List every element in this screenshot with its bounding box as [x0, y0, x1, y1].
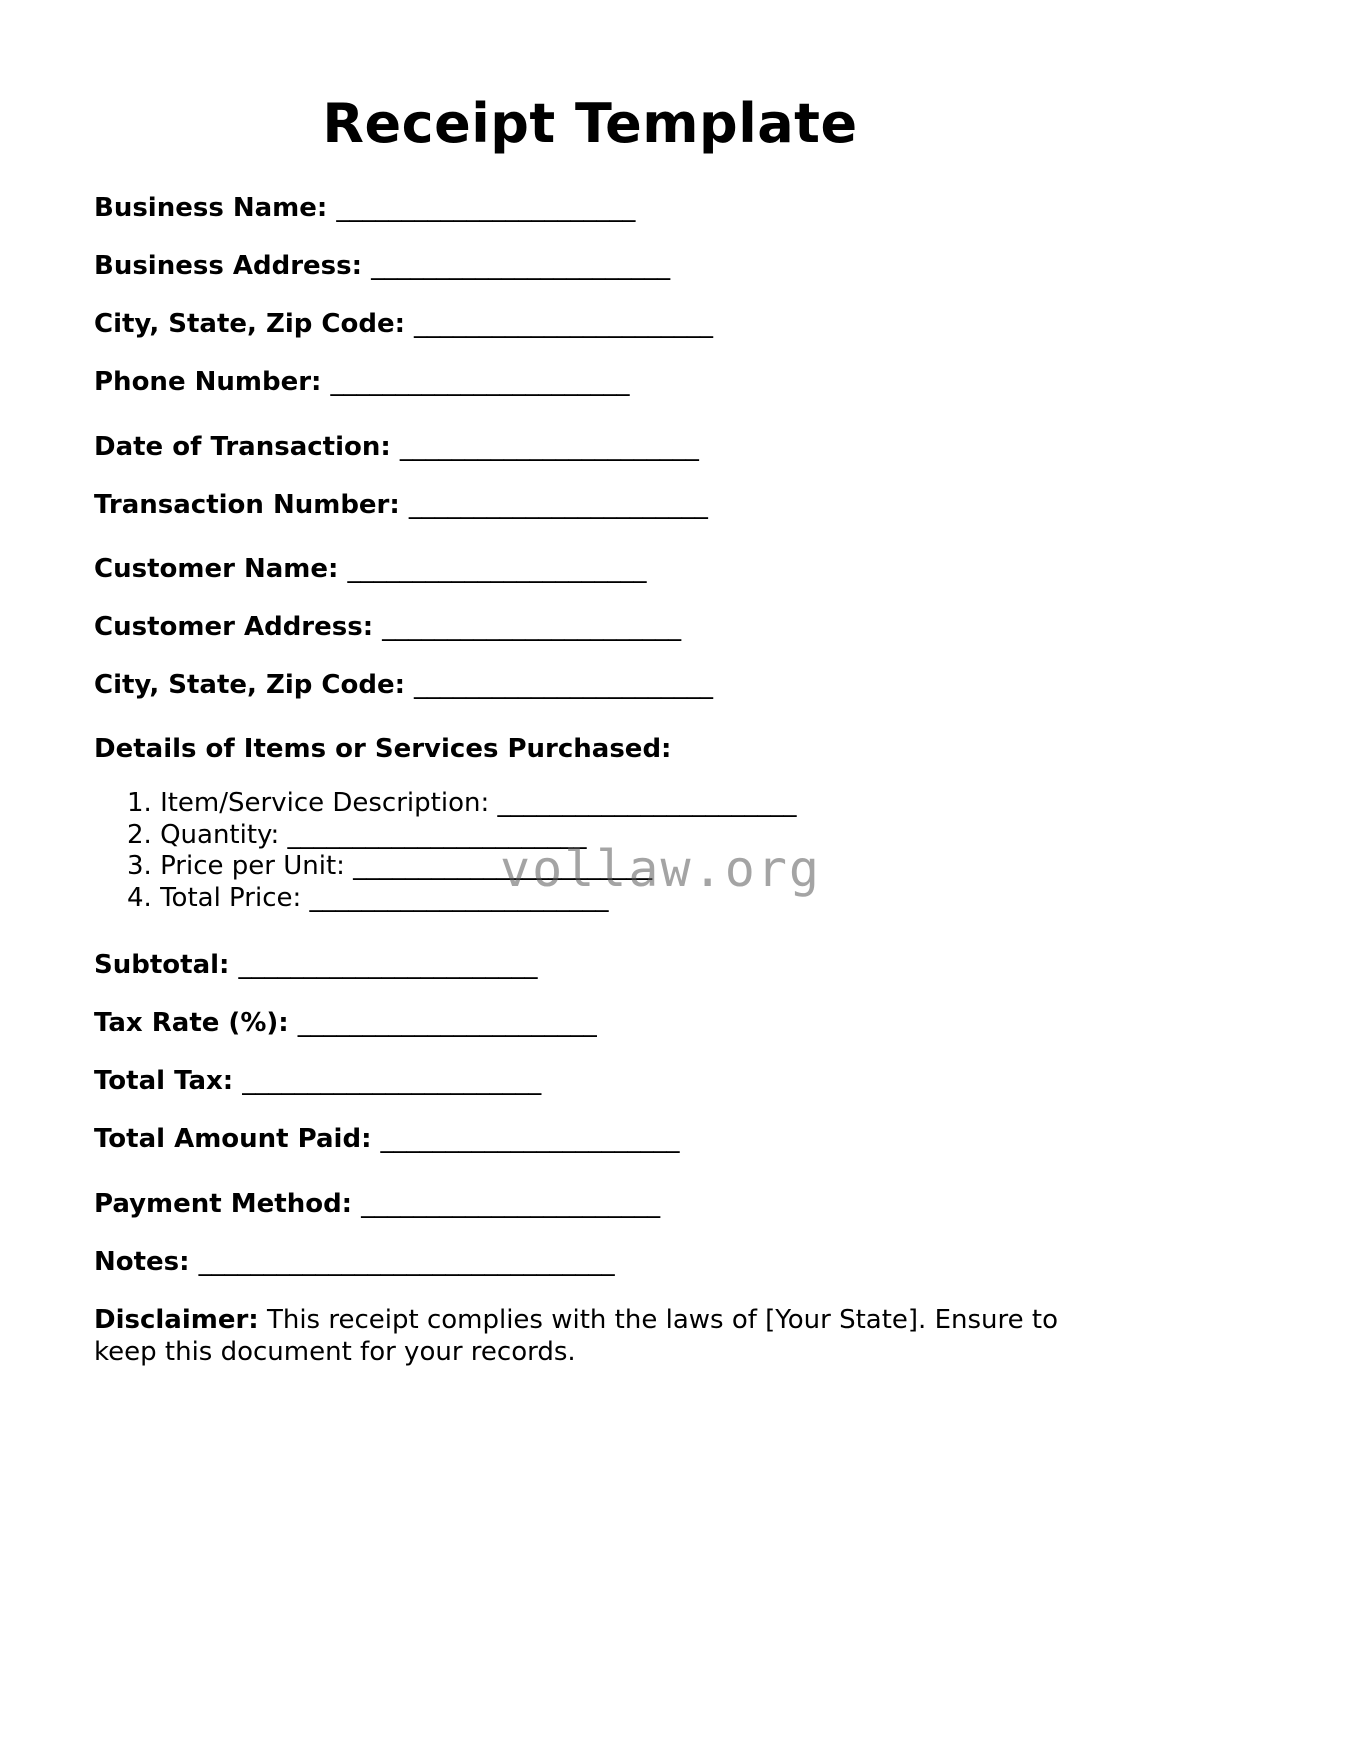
business-name-label: Business Name:	[94, 193, 328, 223]
customer-city-state-zip-label: City, State, Zip Code:	[94, 670, 405, 700]
tax-rate-label: Tax Rate (%):	[94, 1008, 289, 1038]
item-total-price-row[interactable]: 4. Total Price: _______________________	[127, 882, 609, 913]
total-amount-paid-field	[94, 1124, 680, 1154]
page-title: Receipt Template	[322, 92, 858, 155]
business-name-field	[94, 193, 635, 223]
customer-name-field	[94, 554, 646, 584]
item-description-row[interactable]: 1. Item/Service Description: _______________________	[127, 788, 797, 818]
date-of-transaction-label: Date of Transaction:	[94, 432, 391, 462]
business-city-state-zip-label: City, State, Zip Code:	[94, 309, 405, 339]
business-address-blank[interactable]: _______________________	[371, 251, 671, 281]
phone-number-blank[interactable]: _______________________	[330, 367, 630, 397]
disclaimer-label: Disclaimer:	[94, 1305, 259, 1335]
item-quantity-row[interactable]: 2. Quantity: _______________________	[127, 819, 587, 850]
date-of-transaction-blank[interactable]: _______________________	[399, 432, 699, 462]
notes-blank[interactable]: ________________________________	[198, 1247, 615, 1277]
transaction-number-field	[94, 490, 708, 520]
notes-label: Notes:	[94, 1247, 190, 1277]
business-address-label: Business Address:	[94, 251, 363, 281]
payment-method-field	[94, 1189, 660, 1219]
disclaimer	[94, 1304, 1094, 1368]
payment-method-label: Payment Method:	[94, 1189, 353, 1219]
item-price-per-unit-row[interactable]: 3. Price per Unit: _______________________	[127, 851, 653, 881]
subtotal-label: Subtotal:	[94, 950, 230, 980]
subtotal-field	[94, 950, 537, 980]
total-tax-label: Total Tax:	[94, 1066, 234, 1096]
date-of-transaction-field	[94, 432, 699, 462]
customer-address-label: Customer Address:	[94, 612, 374, 642]
subtotal-blank[interactable]: _______________________	[238, 950, 538, 980]
total-amount-paid-blank[interactable]: _______________________	[380, 1124, 680, 1154]
total-tax-blank[interactable]: _______________________	[242, 1066, 542, 1096]
customer-address-field	[94, 612, 681, 642]
disclaimer-text: This receipt complies with the laws of [Your State]. Ensure to keep this document for your records.	[94, 1305, 1058, 1367]
customer-name-label: Customer Name:	[94, 554, 339, 584]
total-tax-field	[94, 1066, 541, 1096]
transaction-number-label: Transaction Number:	[94, 490, 400, 520]
payment-method-blank[interactable]: _______________________	[361, 1189, 661, 1219]
business-city-state-zip-field	[94, 309, 713, 339]
notes-field	[94, 1247, 615, 1277]
phone-number-label: Phone Number:	[94, 367, 322, 397]
watermark-text: vollaw.org	[500, 840, 822, 898]
customer-city-state-zip-field	[94, 670, 713, 700]
customer-address-blank[interactable]: _______________________	[382, 612, 682, 642]
total-amount-paid-label: Total Amount Paid:	[94, 1124, 372, 1154]
customer-name-blank[interactable]: _______________________	[347, 554, 647, 584]
items-section-heading: Details of Items or Services Purchased:	[94, 734, 672, 764]
business-city-state-zip-blank[interactable]: _______________________	[414, 309, 714, 339]
phone-number-field	[94, 367, 630, 397]
tax-rate-blank[interactable]: _______________________	[297, 1008, 597, 1038]
transaction-number-blank[interactable]: _______________________	[408, 490, 708, 520]
business-name-blank[interactable]: _______________________	[336, 193, 636, 223]
business-address-field	[94, 251, 670, 281]
customer-city-state-zip-blank[interactable]: _______________________	[414, 670, 714, 700]
tax-rate-field	[94, 1008, 597, 1038]
